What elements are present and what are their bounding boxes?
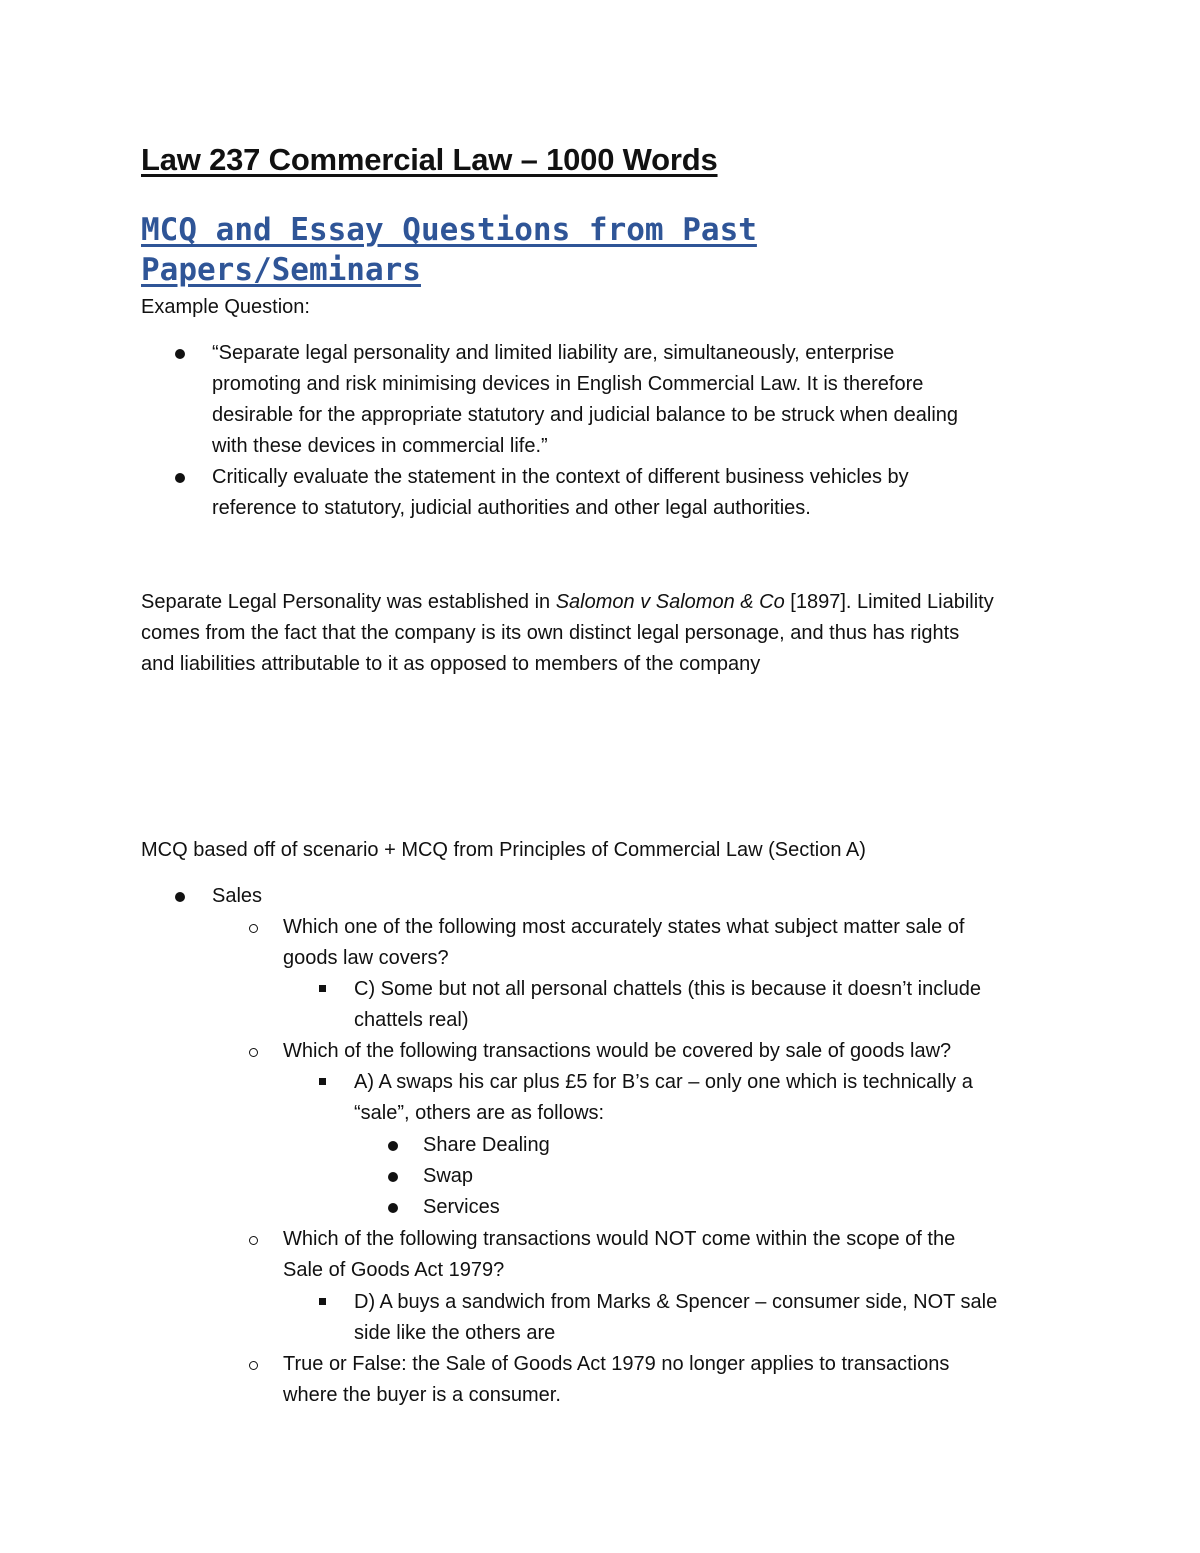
question-line: reference to statutory, judicial authorities and other legal authorities. [212, 497, 811, 519]
mcq-question: True or False: the Sale of Goods Act 1979 no longer applies to transactions [283, 1353, 950, 1375]
mcq-answer: side like the others are [354, 1322, 556, 1344]
sub-item: Services [423, 1196, 500, 1218]
sub-item: Share Dealing [423, 1134, 550, 1156]
circle-bullet-icon [249, 1236, 258, 1245]
mcq-answer: chattels real) [354, 1009, 469, 1031]
bullet-icon [175, 473, 185, 483]
mcq-question: Sale of Goods Act 1979? [283, 1259, 505, 1281]
mcq-answer: “sale”, others are as follows: [354, 1102, 605, 1124]
mcq-question: goods law covers? [283, 947, 449, 969]
question-line: “Separate legal personality and limited liability are, simultaneously, enterprise [212, 342, 895, 364]
sales-label: Sales [212, 885, 263, 907]
bullet-icon [388, 1172, 398, 1182]
mcq-answer: D) A buys a sandwich from Marks & Spencer – consumer side, NOT sale [354, 1291, 998, 1313]
circle-bullet-icon [249, 924, 258, 933]
mcq-answer: A) A swaps his car plus £5 for B’s car – only one which is technically a [354, 1071, 973, 1093]
square-bullet-icon [319, 1298, 326, 1305]
mcq-question: where the buyer is a consumer. [283, 1384, 561, 1406]
bullet-icon [388, 1203, 398, 1213]
bullet-icon [175, 349, 185, 359]
mcq-heading: MCQ based off of scenario + MCQ from Principles of Commercial Law (Section A) [141, 839, 866, 861]
mcq-question: Which of the following transactions would be covered by sale of goods law? [283, 1040, 952, 1062]
document-title: Law 237 Commercial Law – 1000 Words [141, 142, 718, 177]
mcq-answer: C) Some but not all personal chattels (this is because it doesn’t include [354, 978, 982, 1000]
paragraph-text: [1897]. Limited Liability [784, 591, 994, 613]
bullet-icon [175, 892, 185, 902]
paragraph-line: and liabilities attributable to it as opposed to members of the company [141, 653, 761, 675]
square-bullet-icon [319, 1078, 326, 1085]
mcq-question: Which one of the following most accurately states what subject matter sale of [283, 916, 965, 938]
paragraph-line: comes from the fact that the company is its own distinct legal personage, and thus has rights [141, 622, 960, 644]
question-line: with these devices in commercial life.” [212, 435, 548, 457]
circle-bullet-icon [249, 1048, 258, 1057]
paragraph-line [141, 587, 994, 618]
bullet-icon [388, 1141, 398, 1151]
paragraph-text: Separate Legal Personality was established in [141, 591, 556, 613]
sub-item: Swap [423, 1165, 474, 1187]
circle-bullet-icon [249, 1361, 258, 1370]
mcq-question: Which of the following transactions would NOT come within the scope of the [283, 1228, 956, 1250]
question-line: Critically evaluate the statement in the context of different business vehicles by [212, 466, 909, 488]
question-line: promoting and risk minimising devices in English Commercial Law. It is therefore [212, 373, 924, 395]
example-label: Example Question: [141, 296, 310, 318]
case-name: Salomon v Salomon & Co [555, 591, 785, 613]
section-heading: MCQ and Essay Questions from Past Papers/Seminars [141, 212, 757, 288]
square-bullet-icon [319, 985, 326, 992]
question-line: desirable for the appropriate statutory and judicial balance to be struck when dealing [212, 404, 959, 426]
